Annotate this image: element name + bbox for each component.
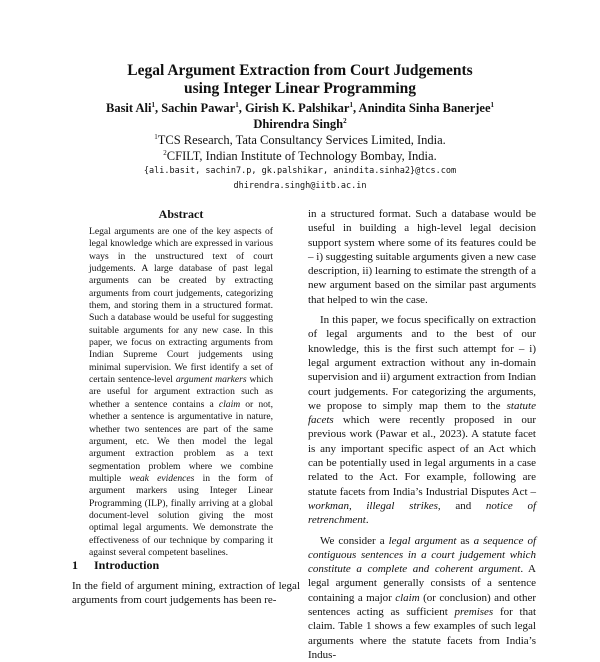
title-line-1: Legal Argument Extraction from Court Judgements [127,62,473,79]
author-name: Dhirendra Singh [253,117,344,131]
title-line-2: using Integer Linear Programming [183,80,417,97]
paper-title [0,62,600,98]
email-line-2: dhirendra.singh@iitb.ac.in [233,181,367,191]
author-list: Basit Ali$^1$, Sachin Pawar$^1$, Girish K. Palshikar$^1$, Anindita Sinha Banerjee$^1$ Dhirendra Singh$^2$ [105,100,495,131]
abstract-body [89,226,273,559]
author-name: Girish K. Palshikar [244,101,350,115]
introduction-body [72,579,300,608]
section-heading-introduction [72,558,159,573]
abstract-heading: Abstract [158,207,204,221]
abstract-paragraph: Legal arguments are one of the key aspects of legal knowledge which are expressed in various ways in the unstructured text of court judgements. A large database of past legal arguments can be created by extracting arguments from court judgements, categorizing them, and storing them in a structured format. Such a database would be useful for suggesting suitable arguments for any new case. In this paper, we focus on extracting arguments from Indian Supreme Court judgements using minimal supervision. We first identify a set of certain sentence-level argument markers which are useful for argument extraction such as whether a sentence contains a claim or not, whether a sentence is argumentative in nature, whether two sentences are part of the same argument, etc. We then model the legal argument extraction problem as a text segmentation problem where we combine multiple weak evidences in the form of argument markers using Integer Linear Programming (ILP), finally arriving at a global document-level solution giving the most optimal legal arguments. We demonstrate the effectiveness of our technique by comparing it against several competent baselines. [89,226,274,558]
section-number: 1 [72,558,78,572]
email-line-1: {ali.basit, sachin7.p, gk.palshikar, anindita.sinha2}@tcs.com [143,166,457,176]
section-title: Introduction [94,558,160,572]
author-name: Sachin Pawar [161,101,236,115]
right-paragraph-1: in a structured format. Such a database would be useful in building a high-level legal decision support system where some of its features could be – i) suggesting suitable arguments given a new case description, ii) learning to estimate the strength of a new argument based on the similar past arguments that helped to win the case. [308,208,536,306]
right-paragraph-2: In this paper, we focus specifically on extraction of legal arguments and to the best of our knowledge, this is the first such attempt for – i) legal argument extraction without any in-domain supervision and ii) argument extraction from Indian court judgements. For categorizing the arguments, we propose to simply map them to the statute facets which were recently proposed in our previous work (Pawar et al., 2023). A statute facet is any important specific aspect of an Act which can be potentially used in legal arguments in a case related to the Act. For example, following are statute facets from India’s Industrial Disputes Act – workman, illegal strikes, and notice of retrenchment. [308,314,537,527]
right-paragraph-3: We consider a legal argument as a sequence of contiguous sentences in a court judgement which constitute a complete and coherent argument. A legal argument generally consists of a sentence containing a major claim (or conclusion) and other sentences acting as sufficient premises for that claim. Table 1 shows a few examples of such legal arguments where the statute facets from India’s Indus- [308,534,537,661]
right-column [308,207,536,662]
affiliation-1: $^1$TCS Research, Tata Consultancy Services Limited, India. [154,132,446,147]
intro-paragraph: In the field of argument mining, extraction of legal arguments from court judgements has been re- [72,580,300,607]
author-name: Basit Ali [105,101,152,115]
author-name: Anindita Sinha Banerjee [358,101,491,115]
affiliation-2: $^2$CFILT, Indian Institute of Technology Bombay, India. [163,148,437,163]
